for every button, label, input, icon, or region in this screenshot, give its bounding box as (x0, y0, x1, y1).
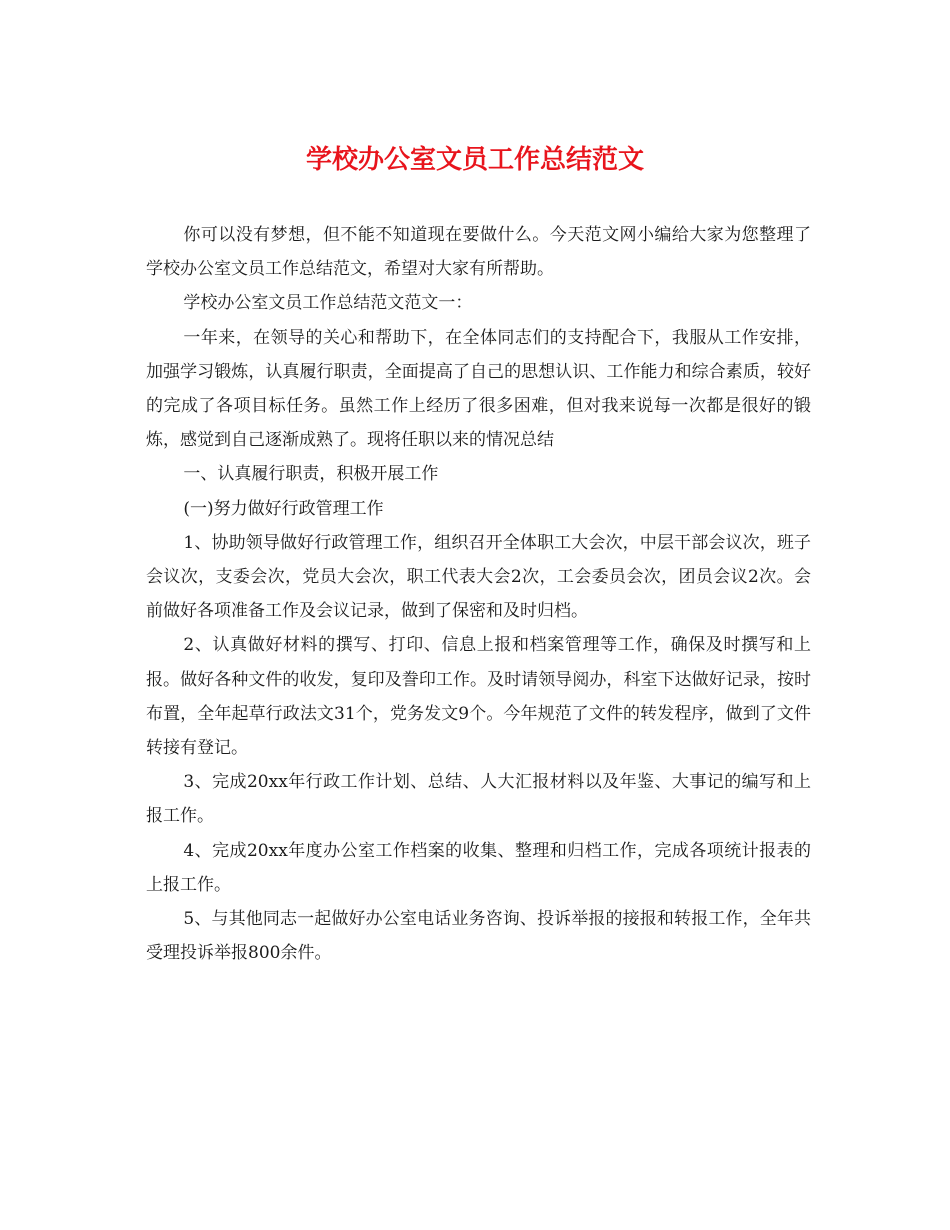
document-title: 学校办公室文员工作总结范文 (305, 145, 644, 175)
item-paragraph-4: 4、完成20xx年度办公室工作档案的收集、整理和归档工作，完成各项统计报表的上报工作。 (146, 840, 811, 895)
item-paragraph-3: 3、完成20xx年行政工作计划、总结、人大汇报材料以及年鉴、大事记的编写和上报工作。 (146, 772, 811, 827)
item-paragraph-5: 5、与其他同志一起做好办公室电话业务咨询、投诉举报的接报和转报工作，全年共受理投诉举报800余件。 (146, 909, 811, 964)
section-heading-1: 一、认真履行职责，积极开展工作 (183, 464, 439, 485)
item-paragraph-2: 2、认真做好材料的撰写、打印、信息上报和档案管理等工作，确保及时撰写和上报。做好各种文件的收发，复印及誊印工作。及时请领导阅办，科室下达做好记录，按时布置，全年起草行政法文31个，党务发文9个。今年规范了文件的转发程序，做到了文件转接有登记。 (146, 635, 811, 759)
item-paragraph-1: 1、协助领导做好行政管理工作，组织召开全体职工大会次，中层干部会议次，班子会议次，支委会次，党员大会次，职工代表大会2次，工会委员会次，团员会议2次。会前做好各项准备工作及会议记录，做到了保密和及时归档。 (146, 532, 811, 622)
sample-heading: 学校办公室文员工作总结范文范文一： (183, 293, 473, 314)
subsection-heading-1: (一)努力做好行政管理工作 (183, 498, 384, 519)
document-body (146, 218, 811, 970)
overview-paragraph: 一年来，在领导的关心和帮助下，在全体同志们的支持配合下，我服从工作安排，加强学习锻炼，认真履行职责，全面提高了自己的思想认识、工作能力和综合素质，较好的完成了各项目标任务。虽然工作上经历了很多困难，但对我来说每一次都是很好的锻炼，感觉到自己逐渐成熟了。现将任职以来的情况总结 (146, 327, 811, 451)
intro-paragraph: 你可以没有梦想，但不能不知道现在要做什么。今天范文网小编给大家为您整理了学校办公室文员工作总结范文，希望对大家有所帮助。 (146, 225, 811, 280)
